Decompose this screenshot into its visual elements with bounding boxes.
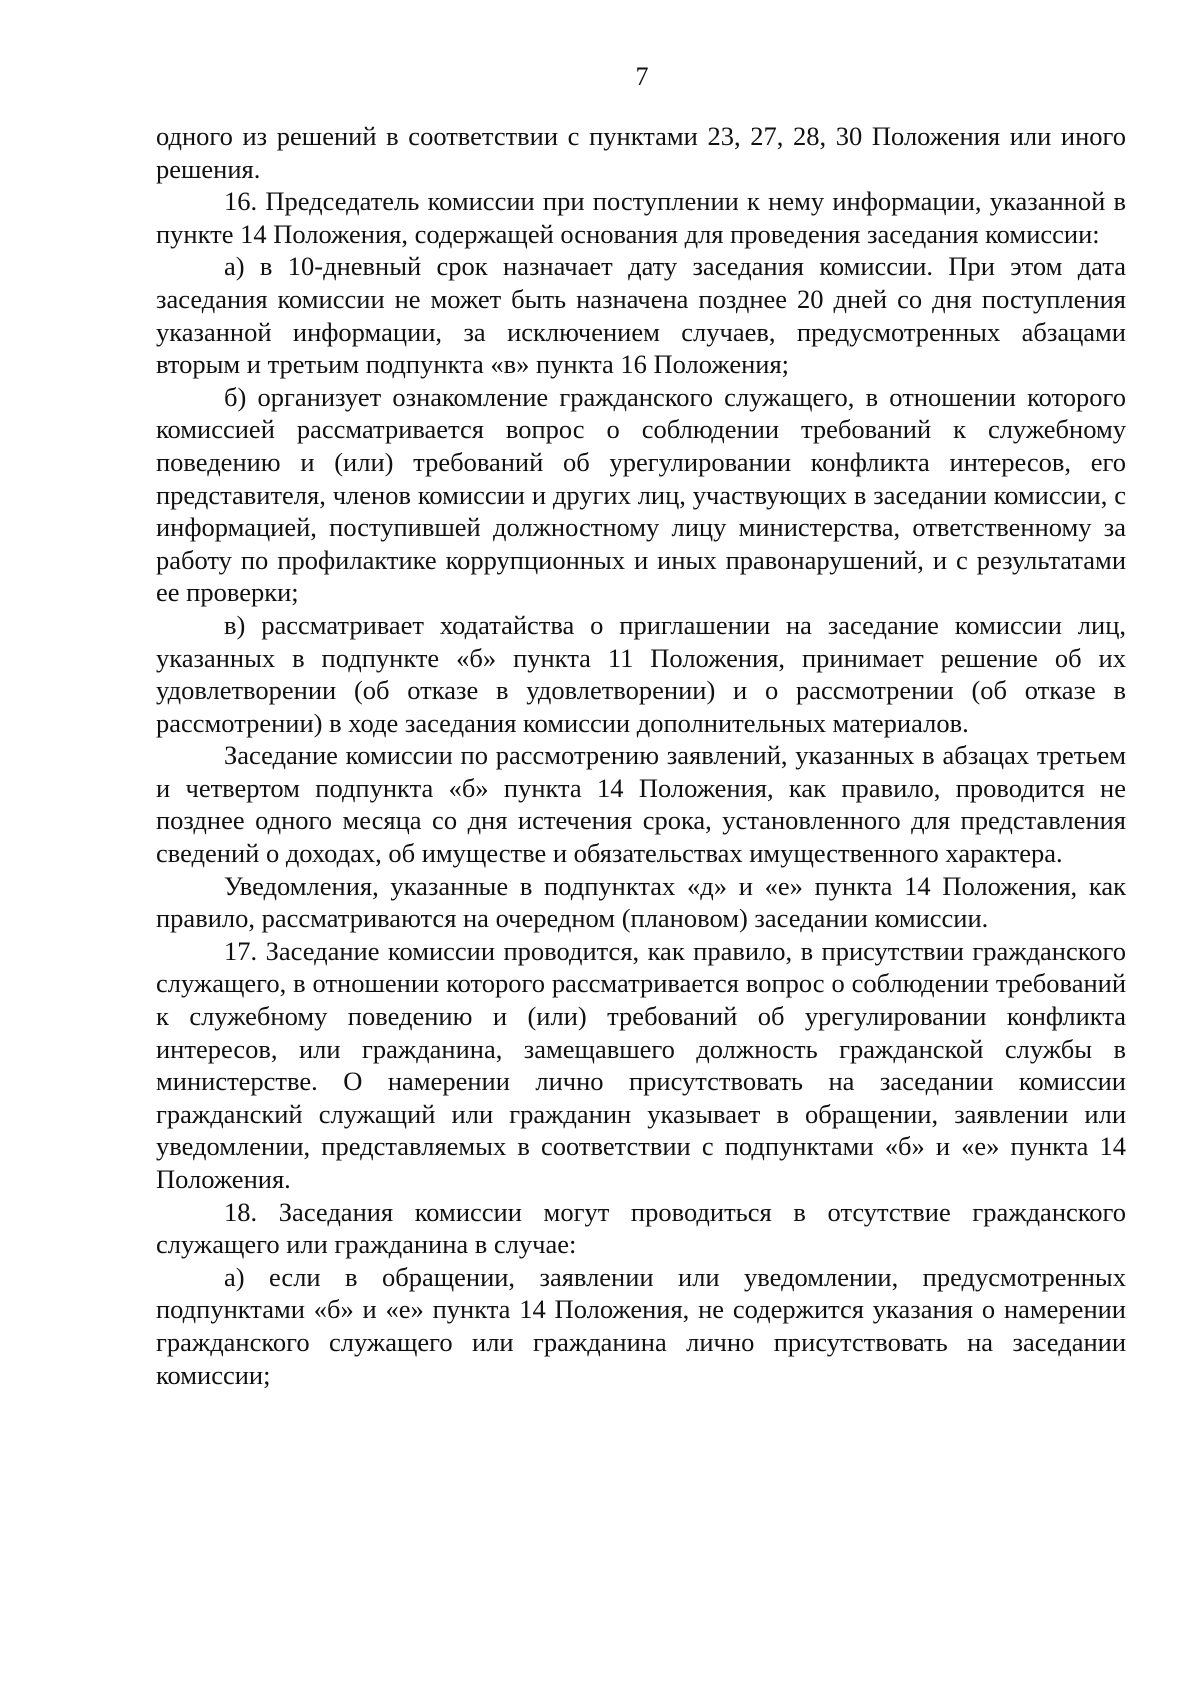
paragraph-notifications: Уведомления, указанные в подпунктах «д» и «е» пункта 14 Положения, как правило, рассматриваются на очередном (плановом) заседании комиссии.	[156, 870, 1126, 934]
paragraph-subitem-16v: в) рассматривает ходатайства о приглашении на заседание комиссии лиц, указанных в подпункте «б» пункта 11 Положения, принимает решение об их удовлетворении (об отказе в удовлетворении) и о рассмотрении (об отказе в рассмотрении) в ходе заседания комиссии дополнительных материалов.	[156, 609, 1126, 738]
paragraph-subitem-16a: а) в 10-дневный срок назначает дату заседания комиссии. При этом дата заседания комиссии не может быть назначена позднее 20 дней со дня поступления указанной информации, за исключением случаев, предусмотренных абзацами вторым и третьим подпункта «в» пункта 16 Положения;	[156, 251, 1126, 380]
paragraph-meeting-deadline: Заседание комиссии по рассмотрению заявлений, указанных в абзацах третьем и четвертом подпункта «б» пункта 14 Положения, как правило, проводится не позднее одного месяца со дня истечения срока, установленного для представления сведений о доходах, об имуществе и обязательствах имущественного характера.	[156, 740, 1126, 869]
paragraph-item-16: 16. Председатель комиссии при поступлении к нему информации, указанной в пункте 14 Положения, содержащей основания для проведения заседания комиссии:	[156, 186, 1126, 249]
paragraph-item-17: 17. Заседание комиссии проводится, как правило, в присутствии гражданского служащего, в отношении которого рассматривается вопрос о соблюдении требований к служебному поведению и (или) требований об урегулировании конфликта интересов, или гражданина, замещавшего должность гражданской службы в министерстве. О намерении лично присутствовать на заседании комиссии гражданский служащий или гражданин указывает в обращении, заявлении или уведомлении, представляемых в соответствии с подпунктами «б» и «е» пункта 14 Положения.	[156, 935, 1126, 1194]
page-number: 7	[635, 62, 649, 91]
paragraph-subitem-18a: а) если в обращении, заявлении или уведомлении, предусмотренных подпунктами «б» и «е» пункта 14 Положения, не содержится указания о намерении гражданского служащего или гражданина лично присутствовать на заседании комиссии;	[156, 1261, 1126, 1390]
paragraph-subitem-16b: б) организует ознакомление гражданского служащего, в отношении которого комиссией рассматривается вопрос о соблюдении требований к служебному поведению и (или) требований об урегулировании конфликта интересов, его представителя, членов комиссии и других лиц, участвующих в заседании комиссии, с информацией, поступившей должностному лицу министерства, ответственному за работу по профилактике коррупционных и иных правонарушений, и с результатами ее проверки;	[156, 381, 1126, 608]
document-body	[156, 120, 1126, 1391]
paragraph-item-18: 18. Заседания комиссии могут проводиться в отсутствие гражданского служащего или гражданина в случае:	[156, 1196, 1126, 1260]
paragraph-continuation: одного из решений в соответствии с пунктами 23, 27, 28, 30 Положения или иного решения.	[156, 121, 1126, 184]
